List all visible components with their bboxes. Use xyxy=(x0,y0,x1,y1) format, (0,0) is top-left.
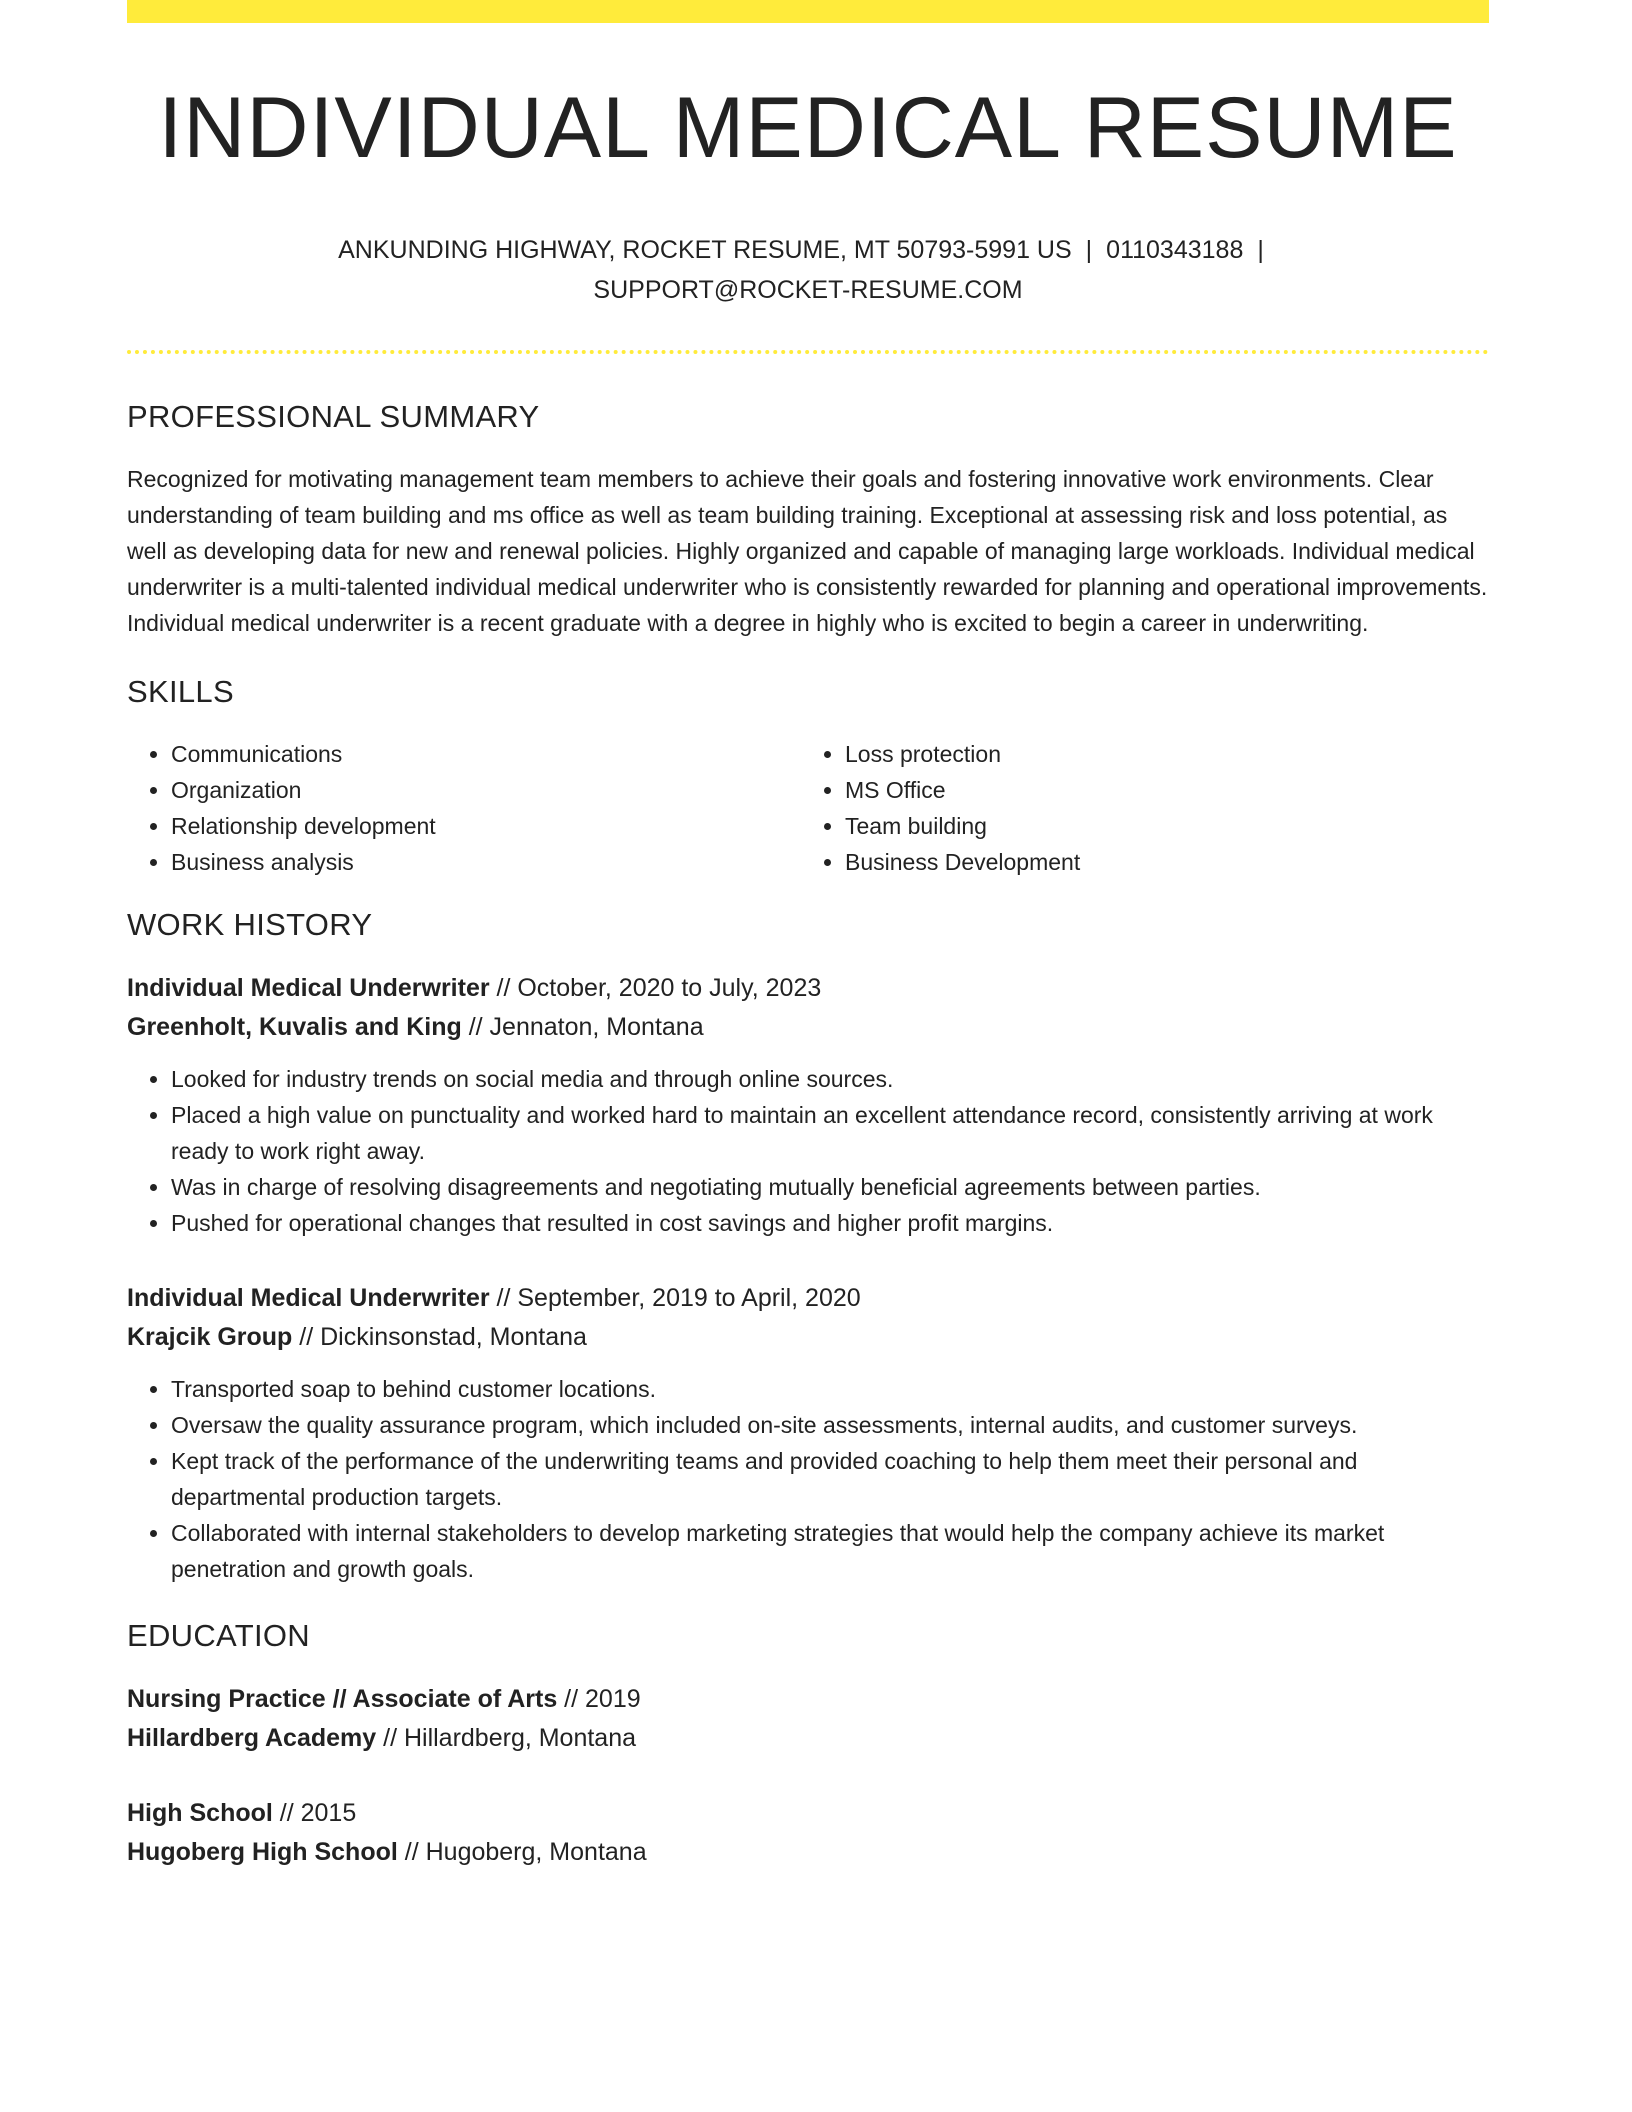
skill-item: • Relationship development xyxy=(171,808,801,844)
contact-separator: | xyxy=(1085,235,1093,264)
job-company-line xyxy=(127,1008,1489,1047)
job-title-line xyxy=(127,969,1489,1008)
job-company: Krajcik Group xyxy=(127,1323,293,1352)
job-company-line xyxy=(127,1318,1489,1357)
job-bullets xyxy=(127,1371,1489,1587)
section-title-summary: PROFESSIONAL SUMMARY xyxy=(127,398,540,434)
section-title-skills: SKILLS xyxy=(127,673,234,709)
resume-title: INDIVIDUAL MEDICAL RESUME xyxy=(158,80,1458,176)
education-school-line xyxy=(127,1719,1489,1758)
job-role: Individual Medical Underwriter xyxy=(127,974,490,1003)
job-bullet: • Pushed for operational changes that resulted in cost savings and higher profit margins. xyxy=(171,1205,1489,1241)
job-location: // Jennaton, Montana xyxy=(461,1013,704,1042)
job-entry xyxy=(127,969,1489,1241)
job-bullet: • Kept track of the performance of the underwriting teams and provided coaching to help them meet their personal and departmental production targets. xyxy=(171,1443,1489,1515)
education-degree-line xyxy=(127,1794,1489,1833)
skill-item: • Loss protection xyxy=(845,736,1475,772)
job-dates: // September, 2019 to April, 2020 xyxy=(489,1284,861,1313)
skill-item: • Communications xyxy=(171,736,801,772)
job-entry xyxy=(127,1279,1489,1587)
education-entry xyxy=(127,1794,1489,1872)
job-bullet: • Transported soap to behind customer locations. xyxy=(171,1371,1489,1407)
summary-text: Recognized for motivating management team members to achieve their goals and fostering innovative work environments. Clear understanding of team building and ms office as well as team building training. Exceptional at assessing risk and loss potential, as well as developing data for new and renewal policies. Highly organized and capable of managing large workloads. Individual medical underwriter is a multi-talented individual medical underwriter who is consistently rewarded for planning and operational improvements. Individual medical underwriter is a recent graduate with a degree in highly who is excited to begin a career in underwriting. xyxy=(127,465,1488,636)
education-location: // Hugoberg, Montana xyxy=(397,1838,647,1867)
job-location: // Dickinsonstad, Montana xyxy=(292,1323,587,1352)
job-bullet: • Oversaw the quality assurance program, which included on-site assessments, internal audits, and customer surveys. xyxy=(171,1407,1489,1443)
skill-item: • Organization xyxy=(171,772,801,808)
education-school: Hillardberg Academy xyxy=(127,1724,377,1753)
skill-item: • Team building xyxy=(845,808,1475,844)
accent-top-bar xyxy=(127,0,1489,23)
skill-item: • Business Development xyxy=(845,844,1475,880)
skill-item: • MS Office xyxy=(845,772,1475,808)
job-company: Greenholt, Kuvalis and King xyxy=(127,1013,462,1042)
phone: 0110343188 xyxy=(1106,235,1244,264)
job-bullet: • Collaborated with internal stakeholders to develop marketing strategies that would help the company achieve its market penetration and growth goals. xyxy=(171,1515,1489,1587)
dotted-divider xyxy=(127,350,1489,354)
skill-item: • Business analysis xyxy=(171,844,801,880)
section-title-education: EDUCATION xyxy=(127,1618,310,1654)
job-bullet: • Placed a high value on punctuality and worked hard to maintain an excellent attendance record, consistently arriving at work ready to work right away. xyxy=(171,1097,1489,1169)
education-school: Hugoberg High School xyxy=(127,1838,398,1867)
skills-list xyxy=(127,736,1489,880)
education-entry xyxy=(127,1680,1489,1758)
job-bullet: • Was in charge of resolving disagreements and negotiating mutually beneficial agreements between parties. xyxy=(171,1169,1489,1205)
address: ANKUNDING HIGHWAY, ROCKET RESUME, MT 50793-5991 US xyxy=(338,235,1072,264)
email: SUPPORT@ROCKET-RESUME.COM xyxy=(593,275,1023,304)
job-bullets xyxy=(127,1061,1489,1241)
job-role: Individual Medical Underwriter xyxy=(127,1284,490,1313)
contact-separator: | xyxy=(1257,235,1264,264)
education-degree-line xyxy=(127,1680,1489,1719)
education-location: // Hillardberg, Montana xyxy=(376,1724,637,1753)
education-degree: High School xyxy=(127,1799,273,1828)
resume-page xyxy=(127,0,1489,1872)
education-school-line xyxy=(127,1833,1489,1872)
education-year: // 2019 xyxy=(557,1685,641,1714)
skills-column-right xyxy=(801,736,1475,880)
education-year: // 2015 xyxy=(272,1799,357,1828)
contact-info xyxy=(308,230,1308,310)
section-title-work-history: WORK HISTORY xyxy=(127,906,373,942)
job-title-line xyxy=(127,1279,1489,1318)
job-bullet: • Looked for industry trends on social media and through online sources. xyxy=(171,1061,1489,1097)
skills-column-left xyxy=(127,736,801,880)
education-degree: Nursing Practice // Associate of Arts xyxy=(127,1685,558,1714)
job-dates: // October, 2020 to July, 2023 xyxy=(489,974,822,1003)
